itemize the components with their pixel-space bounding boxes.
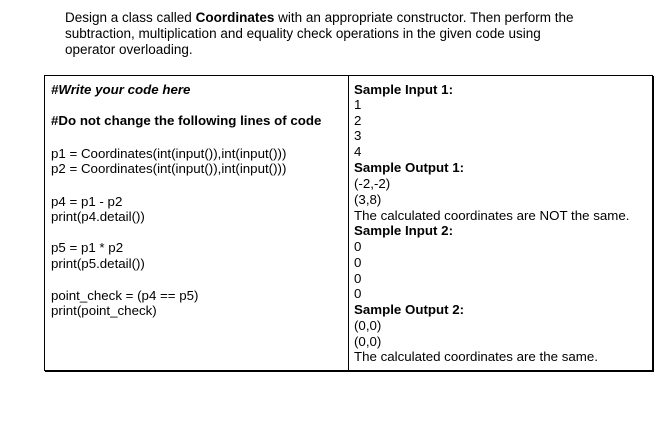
sample-input-2-label: Sample Input 2: (354, 223, 453, 238)
code-line: print(p5.detail()) (51, 256, 145, 271)
code-line: p1 = Coordinates(int(input()),int(input())) (51, 146, 287, 161)
intro-line-1 (65, 10, 625, 26)
code-line: print(p4.detail()) (51, 209, 145, 224)
intro-text-start: Design a class called (65, 10, 196, 25)
sample-input-value: 0 (354, 271, 362, 286)
sample-input-value: 0 (354, 286, 362, 301)
code-line: p4 = p1 - p2 (51, 194, 123, 209)
samples-column (349, 76, 652, 370)
sample-input-value: 2 (354, 113, 362, 128)
sample-output-value: (-2,-2) (354, 176, 391, 191)
intro-line-3: operator overloading. (65, 42, 193, 57)
sample-output-value: (0,0) (354, 318, 382, 333)
intro-line-2: subtraction, multiplication and equality check operations in the given code using (65, 26, 541, 41)
sample-input-value: 0 (354, 239, 362, 254)
problem-statement (65, 10, 625, 58)
intro-text-end: with an appropriate constructor. Then perform the (274, 10, 574, 25)
code-column (45, 76, 349, 370)
sample-output-value: The calculated coordinates are NOT the same. (354, 208, 630, 223)
sample-input-value: 0 (354, 255, 362, 270)
sample-output-2-label: Sample Output 2: (354, 302, 465, 317)
code-line: p5 = p1 * p2 (51, 240, 124, 255)
sample-output-1-label: Sample Output 1: (354, 160, 465, 175)
sample-input-value: 4 (354, 144, 362, 159)
sample-input-value: 3 (354, 128, 362, 143)
sample-output-value: The calculated coordinates are the same. (354, 349, 598, 364)
code-line: p2 = Coordinates(int(input()),int(input())) (51, 161, 287, 176)
do-not-change-comment: #Do not change the following lines of code (51, 113, 322, 128)
write-code-comment: #Write your code here (51, 82, 191, 97)
question-table (44, 75, 653, 371)
class-name: Coordinates (195, 10, 275, 25)
sample-input-value: 1 (354, 97, 362, 112)
sample-input-1-label: Sample Input 1: (354, 82, 453, 97)
code-line: print(point_check) (51, 303, 157, 318)
sample-output-value: (3,8) (354, 192, 382, 207)
sample-output-value: (0,0) (354, 334, 382, 349)
code-line: point_check = (p4 == p5) (51, 288, 199, 303)
